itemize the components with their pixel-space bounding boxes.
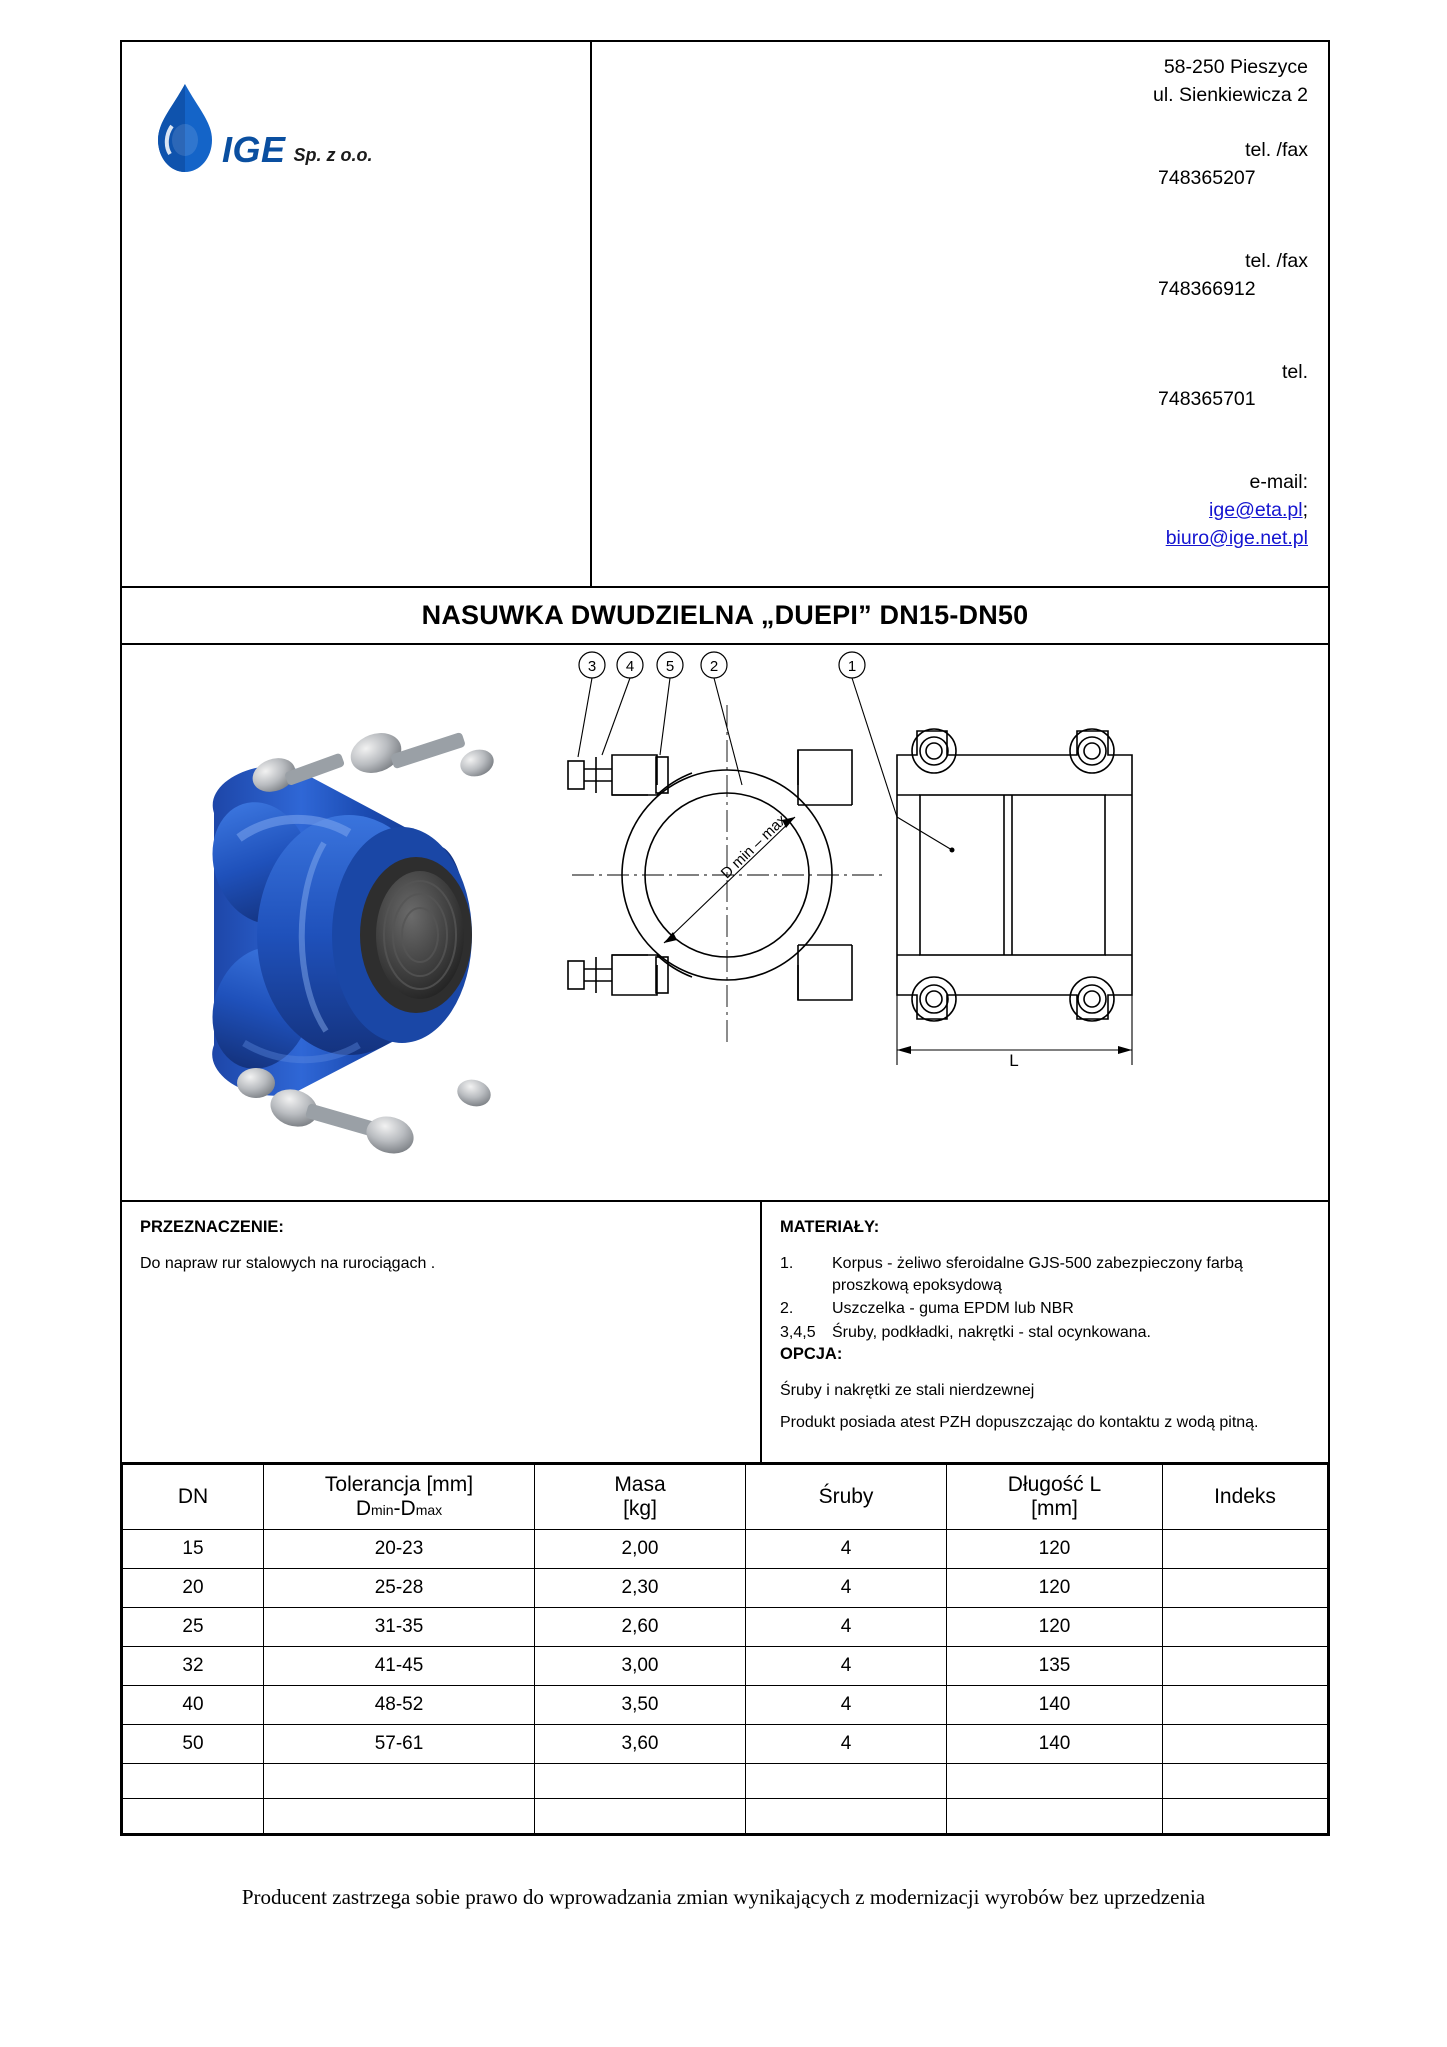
table-row	[123, 1608, 1328, 1647]
water-drop-icon	[152, 82, 218, 174]
cell-length: 120	[947, 1608, 1163, 1647]
material-item-3-number: 3,4,5	[780, 1323, 816, 1341]
cell-mass: 3,60	[535, 1725, 746, 1764]
specification-table	[122, 1464, 1328, 1834]
cell-bolts	[746, 1799, 947, 1834]
callout-3: 3	[587, 658, 597, 676]
logo-legal-form: Sp. z o.o.	[293, 145, 373, 165]
table-row	[123, 1799, 1328, 1834]
cell-dn	[123, 1764, 264, 1799]
email-row	[592, 442, 1308, 580]
header-mass-line1: Masa	[614, 1472, 666, 1496]
callout-2: 2	[709, 658, 719, 676]
header-length-line1: Długość L	[1007, 1472, 1102, 1496]
table-header-row	[123, 1465, 1328, 1530]
cell-mass: 2,00	[535, 1530, 746, 1569]
cell-bolts: 4	[746, 1530, 947, 1569]
purpose-text: Do napraw rur stalowych na rurociągach .	[140, 1255, 436, 1273]
footer-disclaimer: Producent zastrzega sobie prawo do wprowadzania zmian wynikających z modernizacji wyrobów bez uprzedzenia	[241, 1885, 1206, 1909]
cell-length	[947, 1799, 1163, 1834]
cell-dn: 15	[123, 1530, 264, 1569]
cell-mass: 2,30	[535, 1569, 746, 1608]
telephone-1-number: 748365207	[1158, 166, 1256, 189]
material-item-2-number: 2.	[780, 1300, 794, 1318]
product-drawing-band	[122, 645, 1328, 1202]
datasheet-frame	[120, 40, 1330, 1836]
certificate-text: Produkt posiada atest PZH dopuszczając do kontaktu z wodą pitną.	[780, 1414, 1259, 1432]
cell-length: 140	[947, 1686, 1163, 1725]
header-mass	[535, 1465, 746, 1530]
header-index: Indeks	[1163, 1465, 1328, 1530]
cell-index	[1163, 1686, 1328, 1725]
info-band	[122, 1202, 1328, 1464]
cell-tolerance	[264, 1764, 535, 1799]
cell-dn: 50	[123, 1725, 264, 1764]
document-header	[122, 42, 1328, 588]
header-length	[947, 1465, 1163, 1530]
table-row	[123, 1764, 1328, 1799]
email-label: e-mail:	[1249, 471, 1308, 494]
email-separator: ;	[1302, 499, 1308, 521]
address-city: 58-250 Pieszyce	[1163, 56, 1308, 78]
callout-1: 1	[847, 658, 857, 676]
company-contact-block	[592, 42, 1328, 586]
email-link-2[interactable]: biuro@ige.net.pl	[1165, 526, 1308, 549]
cell-bolts: 4	[746, 1569, 947, 1608]
cell-index	[1163, 1608, 1328, 1647]
materials-section	[762, 1202, 1328, 1462]
header-mass-line2: [kg]	[623, 1497, 657, 1521]
cell-bolts	[746, 1764, 947, 1799]
product-photo	[144, 663, 544, 1173]
cell-index	[1163, 1725, 1328, 1764]
dimension-length-label: L	[1009, 1051, 1019, 1071]
telephone-3-number: 748365701	[1158, 388, 1256, 411]
cell-mass	[535, 1764, 746, 1799]
cell-tolerance: 48-52	[264, 1686, 535, 1725]
cell-index	[1163, 1530, 1328, 1569]
materials-heading: MATERIAŁY:	[780, 1218, 880, 1237]
page-title: NASUWKA DWUDZIELNA „DUEPI” DN15-DN50	[122, 588, 1328, 645]
logo-cell	[122, 42, 592, 586]
cell-bolts: 4	[746, 1686, 947, 1725]
cell-bolts: 4	[746, 1725, 947, 1764]
telephone-2-label: tel. /fax	[1245, 249, 1308, 272]
material-item-2	[780, 1298, 1310, 1320]
header-tolerance-line2: Dmin-Dmax	[355, 1497, 443, 1521]
cell-length: 120	[947, 1530, 1163, 1569]
cell-bolts: 4	[746, 1608, 947, 1647]
purpose-section	[122, 1202, 762, 1462]
header-length-line2: [mm]	[1031, 1497, 1078, 1521]
table-row	[123, 1569, 1328, 1608]
cell-tolerance: 31-35	[264, 1608, 535, 1647]
option-heading: OPCJA:	[780, 1345, 843, 1364]
cell-index	[1163, 1799, 1328, 1834]
cell-dn: 32	[123, 1647, 264, 1686]
cell-mass: 3,00	[535, 1647, 746, 1686]
telephone-2	[592, 220, 1308, 331]
callout-5: 5	[665, 658, 675, 676]
purpose-heading: PRZEZNACZENIE:	[140, 1218, 284, 1237]
email-link-1[interactable]: ige@eta.pl	[1209, 499, 1303, 521]
callout-4: 4	[625, 658, 635, 676]
logo-wordmark: IGE	[222, 129, 286, 170]
cell-index	[1163, 1647, 1328, 1686]
telephone-1	[592, 109, 1308, 220]
table-row	[123, 1686, 1328, 1725]
company-logo	[152, 82, 373, 174]
cell-length: 120	[947, 1569, 1163, 1608]
table-row	[123, 1647, 1328, 1686]
cell-dn: 40	[123, 1686, 264, 1725]
telephone-3-label: tel.	[1281, 360, 1308, 383]
cell-bolts: 4	[746, 1647, 947, 1686]
table-row	[123, 1530, 1328, 1569]
material-item-2-text: Uszczelka - guma EPDM lub NBR	[832, 1300, 1074, 1318]
cell-dn	[123, 1799, 264, 1834]
table-row	[123, 1725, 1328, 1764]
material-item-1-number: 1.	[780, 1255, 794, 1273]
telephone-1-label: tel. /fax	[1245, 139, 1308, 162]
header-tolerance-line1: Tolerancja [mm]	[324, 1472, 474, 1496]
material-item-1-text: Korpus - żeliwo sferoidalne GJS-500 zabezpieczony farbą proszkową epoksydową	[832, 1255, 1243, 1294]
cell-tolerance: 20-23	[264, 1530, 535, 1569]
cell-length	[947, 1764, 1163, 1799]
cell-dn: 20	[123, 1569, 264, 1608]
option-text: Śruby i nakrętki ze stali nierdzewnej	[780, 1382, 1035, 1400]
header-bolts: Śruby	[746, 1465, 947, 1530]
header-dn: DN	[123, 1465, 264, 1530]
cell-length: 140	[947, 1725, 1163, 1764]
telephone-2-number: 748366912	[1158, 277, 1256, 300]
address-street: ul. Sienkiewicza 2	[1153, 83, 1308, 106]
header-tolerance	[264, 1465, 535, 1530]
cell-tolerance: 41-45	[264, 1647, 535, 1686]
material-item-3	[780, 1322, 1310, 1344]
dimension-diameter-label: D min – max	[717, 811, 791, 883]
cell-mass: 3,50	[535, 1686, 746, 1725]
cell-length: 135	[947, 1647, 1163, 1686]
cell-index	[1163, 1764, 1328, 1799]
cell-mass	[535, 1799, 746, 1834]
cell-index	[1163, 1569, 1328, 1608]
telephone-3	[592, 331, 1308, 442]
material-item-1	[780, 1253, 1310, 1296]
cell-tolerance	[264, 1799, 535, 1834]
technical-drawing	[552, 645, 1328, 1200]
cell-mass: 2,60	[535, 1608, 746, 1647]
cell-tolerance: 57-61	[264, 1725, 535, 1764]
cell-dn: 25	[123, 1608, 264, 1647]
material-item-3-text: Śruby, podkładki, nakrętki - stal ocynkowana.	[832, 1323, 1151, 1341]
cell-tolerance: 25-28	[264, 1569, 535, 1608]
